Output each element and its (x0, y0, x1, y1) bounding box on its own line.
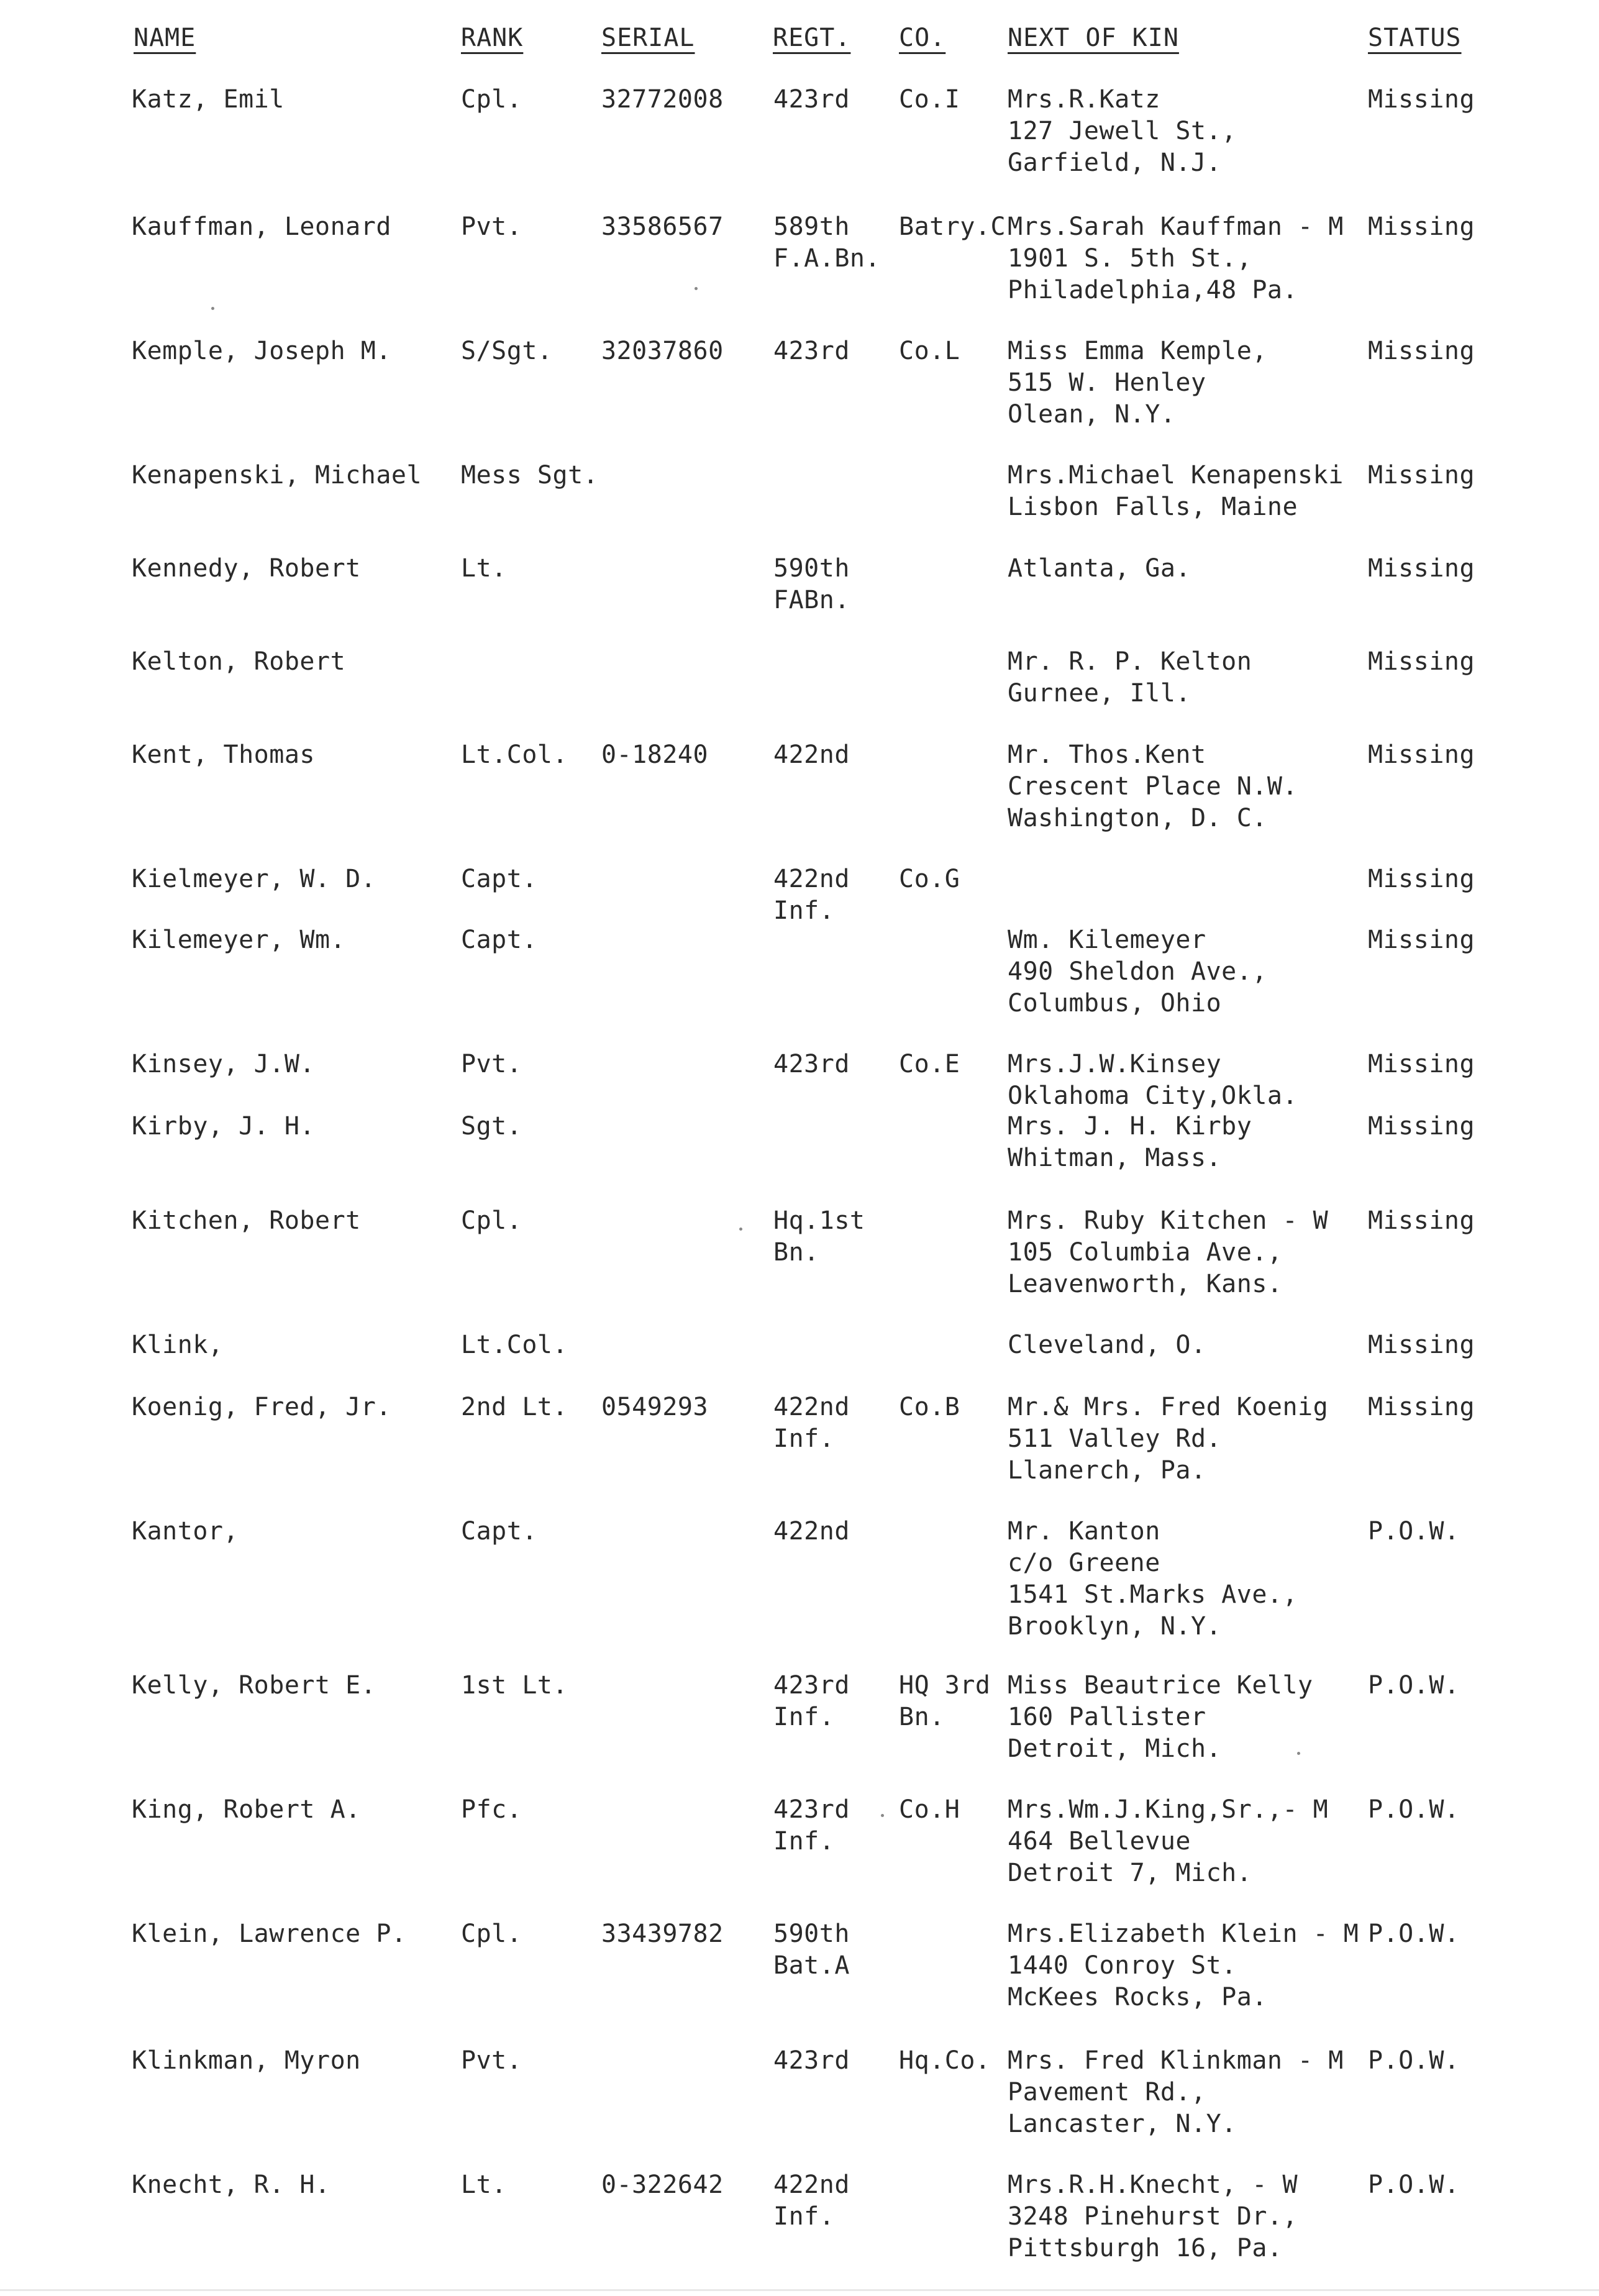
rank-cell (461, 1392, 568, 1423)
status-cell (1368, 1111, 1475, 1142)
regiment-cell (773, 553, 850, 616)
person-name-line: Kitchen, Robert (132, 1206, 361, 1235)
next-of-kin-cell (1008, 739, 1298, 834)
next-of-kin-cell-line: Wm. Kilemeyer (1008, 926, 1206, 954)
regiment-cell (773, 1516, 850, 1547)
next-of-kin-cell-line: Lancaster, N.Y. (1008, 2110, 1237, 2138)
company-cell (899, 1670, 991, 1731)
status-cell-line: P.O.W. (1368, 1517, 1460, 1546)
status-cell (1368, 335, 1475, 367)
status-cell (1368, 739, 1475, 771)
regiment-cell (773, 1205, 865, 1269)
person-name (132, 646, 345, 678)
serial-number (601, 335, 724, 367)
serial-number-line: 33439782 (601, 1920, 724, 1948)
rank-cell-line: Lt.Col. (461, 740, 568, 769)
page-bottom-edge (0, 2289, 1599, 2291)
company-cell-line: Co.E (899, 1050, 960, 1078)
rank-cell (461, 1516, 537, 1547)
next-of-kin-cell (1008, 1918, 1359, 2013)
person-name-line: Kenapenski, Michael (132, 461, 422, 490)
paper-speck (211, 307, 214, 310)
person-name (132, 553, 361, 585)
person-name-line: Kielmeyer, W. D. (132, 865, 376, 893)
serial-number (601, 1392, 708, 1423)
next-of-kin-cell (1008, 1392, 1328, 1487)
rank-cell-line: Cpl. (461, 1920, 522, 1948)
next-of-kin-cell-line: Brooklyn, N.Y. (1008, 1612, 1222, 1641)
status-cell-line: Missing (1368, 1112, 1475, 1141)
person-name (132, 1794, 361, 1826)
company-cell-line: Co.I (899, 85, 960, 114)
person-name (132, 1111, 315, 1142)
next-of-kin-cell-line: 464 Bellevue (1008, 1827, 1191, 1856)
next-of-kin-cell-line: Philadelphia,48 Pa. (1008, 276, 1298, 304)
status-cell-line: Missing (1368, 554, 1475, 583)
status-cell-line: Missing (1368, 926, 1475, 954)
status-cell (1368, 1794, 1460, 1826)
status-cell (1368, 211, 1475, 243)
next-of-kin-cell-line: Mr. R. P. Kelton (1008, 647, 1252, 676)
rank-cell-line: Pvt. (461, 212, 522, 241)
person-name-line: Klinkman, Myron (132, 2046, 361, 2075)
next-of-kin-cell-line: Garfield, N.J. (1008, 148, 1222, 177)
status-cell (1368, 2045, 1460, 2077)
next-of-kin-cell-line: Mrs.Michael Kenapenski (1008, 461, 1344, 490)
next-of-kin-cell-line: Columbus, Ohio (1008, 989, 1222, 1018)
next-of-kin-cell-line: Miss Beautrice Kelly (1008, 1671, 1313, 1700)
status-cell-line: Missing (1368, 461, 1475, 490)
regiment-cell-line: FABn. (773, 586, 850, 614)
rank-cell (461, 1111, 522, 1142)
rank-cell-line: Lt. (461, 2171, 507, 2199)
rank-cell-line: Lt.Col. (461, 1331, 568, 1359)
serial-number (601, 2169, 724, 2201)
status-cell-line: P.O.W. (1368, 2171, 1460, 2199)
status-cell (1368, 1516, 1460, 1547)
person-name-line: Katz, Emil (132, 85, 285, 114)
person-name-line: Kilemeyer, Wm. (132, 926, 346, 954)
next-of-kin-cell-line: Mrs.R.Katz (1008, 85, 1160, 114)
serial-number-line: 33586567 (601, 212, 724, 241)
status-cell (1368, 1392, 1475, 1423)
company-cell-line: HQ 3rd Bn. (899, 1671, 991, 1731)
regiment-cell-line: Inf. (773, 2202, 835, 2231)
person-name (132, 1918, 406, 1950)
status-cell-line: Missing (1368, 1050, 1475, 1078)
regiment-cell-line: Inf. (773, 1827, 835, 1856)
regiment-cell-line: 423rd (773, 85, 850, 114)
person-name-line: King, Robert A. (132, 1795, 361, 1824)
person-name (132, 863, 376, 895)
rank-cell (461, 1794, 522, 1826)
header-serial: SERIAL (601, 24, 695, 52)
company-cell (899, 2045, 991, 2077)
rank-cell (461, 553, 507, 585)
rank-cell-line: 2nd Lt. (461, 1393, 568, 1421)
regiment-cell (773, 1049, 850, 1080)
regiment-cell-line: 422nd (773, 1517, 850, 1546)
next-of-kin-cell-line: 1901 S. 5th St., (1008, 244, 1252, 273)
status-cell (1368, 1670, 1460, 1702)
header-kin: NEXT OF KIN (1008, 24, 1179, 52)
paper-speck (881, 1814, 884, 1817)
company-cell (899, 1392, 960, 1423)
status-cell (1368, 863, 1475, 895)
next-of-kin-cell-line: Leavenworth, Kans. (1008, 1270, 1283, 1298)
company-cell (899, 863, 960, 895)
person-name-line: Kennedy, Robert (132, 554, 361, 583)
rank-cell-line: Pvt. (461, 1050, 522, 1078)
status-cell-line: Missing (1368, 212, 1475, 241)
paper-speck (1297, 1752, 1300, 1755)
next-of-kin-cell (1008, 1516, 1298, 1642)
next-of-kin-cell (1008, 924, 1267, 1019)
rank-cell-line: Capt. (461, 865, 537, 893)
status-cell-line: Missing (1368, 1331, 1475, 1359)
person-name-line: Kirby, J. H. (132, 1112, 315, 1141)
next-of-kin-cell (1008, 1049, 1298, 1112)
paper-speck (739, 1228, 742, 1231)
person-name (132, 1049, 315, 1080)
regiment-cell-line: 590th (773, 1920, 850, 1948)
status-cell (1368, 1205, 1475, 1237)
next-of-kin-cell-line: Oklahoma City,Okla. (1008, 1082, 1298, 1110)
status-cell (1368, 460, 1475, 491)
regiment-cell (773, 2169, 850, 2233)
next-of-kin-cell-line: 160 Pallister (1008, 1703, 1206, 1731)
regiment-cell (773, 863, 850, 927)
regiment-cell-line: 422nd (773, 865, 850, 893)
status-cell (1368, 646, 1475, 678)
next-of-kin-cell (1008, 460, 1344, 523)
regiment-cell-line: Hq.1st (773, 1206, 865, 1235)
next-of-kin-cell-line: Olean, N.Y. (1008, 400, 1176, 429)
next-of-kin-cell-line: Mrs.Sarah Kauffman - M (1008, 212, 1344, 241)
status-cell (1368, 1918, 1460, 1950)
person-name (132, 460, 422, 491)
rank-cell (461, 1329, 568, 1361)
next-of-kin-cell (1008, 1111, 1252, 1174)
status-cell-line: P.O.W. (1368, 1795, 1460, 1824)
regiment-cell-line: Bn. (773, 1238, 819, 1267)
next-of-kin-cell (1008, 211, 1344, 306)
next-of-kin-cell-line: 1440 Conroy St. (1008, 1951, 1237, 1980)
header-rank: RANK (461, 24, 524, 52)
serial-number-line: 0-18240 (601, 740, 709, 769)
rank-cell-line: Pvt. (461, 2046, 522, 2075)
rank-cell (461, 1918, 522, 1950)
next-of-kin-cell (1008, 1794, 1328, 1889)
status-cell-line: P.O.W. (1368, 2046, 1460, 2075)
status-cell-line: Missing (1368, 85, 1475, 114)
status-cell (1368, 84, 1475, 116)
company-cell-line: Co.B (899, 1393, 960, 1421)
header-regt: REGT. (773, 24, 851, 52)
rank-cell (461, 739, 568, 771)
person-name-line: Kelly, Robert E. (132, 1671, 376, 1700)
next-of-kin-cell-line: Lisbon Falls, Maine (1008, 493, 1298, 521)
regiment-cell (773, 739, 850, 771)
regiment-cell-line: Bat.A (773, 1951, 850, 1980)
next-of-kin-cell (1008, 1329, 1206, 1361)
person-name-line: Koenig, Fred, Jr. (132, 1393, 391, 1421)
serial-number-line: 32772008 (601, 85, 724, 114)
next-of-kin-cell-line: Pavement Rd., (1008, 2078, 1206, 2107)
rank-cell (461, 84, 522, 116)
paper-speck (695, 287, 698, 290)
person-name (132, 335, 391, 367)
status-cell (1368, 553, 1475, 585)
serial-number (601, 1918, 724, 1950)
company-cell (899, 335, 960, 367)
next-of-kin-cell-line: Detroit 7, Mich. (1008, 1859, 1252, 1887)
person-name (132, 1516, 239, 1547)
next-of-kin-cell-line: Atlanta, Ga. (1008, 554, 1191, 583)
regiment-cell (773, 335, 850, 367)
next-of-kin-cell-line: Miss Emma Kemple, (1008, 337, 1267, 365)
person-name (132, 2169, 330, 2201)
rank-cell (461, 211, 522, 243)
status-cell (1368, 1329, 1475, 1361)
next-of-kin-cell-line: Mrs.Elizabeth Klein - M (1008, 1920, 1359, 1948)
company-cell-line: Co.H (899, 1795, 960, 1824)
next-of-kin-cell-line: Detroit, Mich. (1008, 1734, 1222, 1763)
status-cell-line: Missing (1368, 1393, 1475, 1421)
status-cell (1368, 924, 1475, 956)
regiment-cell-line: 590th (773, 554, 850, 583)
company-cell (899, 84, 960, 116)
rank-cell-line: Lt. (461, 554, 507, 583)
person-name-line: Kelton, Robert (132, 647, 346, 676)
next-of-kin-cell-line: 515 W. Henley (1008, 368, 1206, 397)
status-cell-line: Missing (1368, 1206, 1475, 1235)
rank-cell (461, 1205, 522, 1237)
person-name (132, 84, 285, 116)
person-name-line: Knecht, R. H. (132, 2171, 330, 2199)
regiment-cell (773, 1670, 850, 1733)
rank-cell-line: 1st Lt. (461, 1671, 568, 1700)
regiment-cell (773, 84, 850, 116)
next-of-kin-cell-line: Whitman, Mass. (1008, 1144, 1222, 1172)
serial-number-line: 0549293 (601, 1393, 709, 1421)
serial-number (601, 211, 724, 243)
next-of-kin-cell (1008, 1205, 1328, 1300)
company-cell-line: Batry.C (899, 212, 1006, 241)
regiment-cell-line: 422nd (773, 740, 850, 769)
regiment-cell-line: 423rd (773, 1795, 850, 1824)
person-name (132, 1392, 391, 1423)
next-of-kin-cell-line: 127 Jewell St., (1008, 117, 1237, 145)
next-of-kin-cell-line: Mrs.R.H.Knecht, - W (1008, 2171, 1298, 2199)
next-of-kin-cell-line: Crescent Place N.W. (1008, 772, 1298, 801)
person-name-line: Kinsey, J.W. (132, 1050, 315, 1078)
status-cell (1368, 1049, 1475, 1080)
next-of-kin-cell-line: 511 Valley Rd. (1008, 1424, 1222, 1453)
person-name (132, 211, 391, 243)
next-of-kin-cell (1008, 553, 1191, 585)
regiment-cell (773, 211, 880, 275)
header-co: CO. (899, 24, 946, 52)
person-name (132, 1205, 361, 1237)
next-of-kin-cell-line: 1541 St.Marks Ave., (1008, 1580, 1298, 1609)
regiment-cell-line: 422nd (773, 1393, 850, 1421)
next-of-kin-cell-line: Mrs. Ruby Kitchen - W (1008, 1206, 1329, 1235)
rank-cell (461, 1049, 522, 1080)
header-name: NAME (134, 24, 196, 52)
person-name (132, 924, 345, 956)
next-of-kin-cell (1008, 2169, 1298, 2264)
rank-cell-line: Sgt. (461, 1112, 522, 1141)
serial-number-line: 0-322642 (601, 2171, 724, 2199)
next-of-kin-cell (1008, 84, 1237, 179)
company-cell-line: Co.L (899, 337, 960, 365)
next-of-kin-cell-line: Pittsburgh 16, Pa. (1008, 2234, 1283, 2262)
status-cell-line: Missing (1368, 865, 1475, 893)
regiment-cell-line: Inf. (773, 1424, 835, 1453)
rank-cell-line: Pfc. (461, 1795, 522, 1824)
regiment-cell-line: Inf. (773, 896, 835, 925)
rank-cell-line: S/Sgt. (461, 337, 553, 365)
company-cell (899, 1794, 960, 1826)
person-name-line: Kauffman, Leonard (132, 212, 391, 241)
regiment-cell-line: 423rd (773, 2046, 850, 2075)
regiment-cell (773, 1918, 850, 1982)
next-of-kin-cell-line: 3248 Pinehurst Dr., (1008, 2202, 1298, 2231)
next-of-kin-cell-line: Washington, D. C. (1008, 804, 1267, 832)
serial-number (601, 84, 724, 116)
person-name-line: Klink, (132, 1331, 224, 1359)
status-cell-line: Missing (1368, 647, 1475, 676)
company-cell-line: Hq.Co. (899, 2046, 991, 2075)
person-name (132, 2045, 361, 2077)
status-cell-line: P.O.W. (1368, 1920, 1460, 1948)
next-of-kin-cell-line: Cleveland, O. (1008, 1331, 1206, 1359)
rank-cell-line: Capt. (461, 926, 537, 954)
status-cell-line: P.O.W. (1368, 1671, 1460, 1700)
person-name (132, 1329, 224, 1361)
next-of-kin-cell-line: Mr.& Mrs. Fred Koenig (1008, 1393, 1329, 1421)
status-cell-line: Missing (1368, 740, 1475, 769)
next-of-kin-cell-line: Mrs. J. H. Kirby (1008, 1112, 1252, 1141)
next-of-kin-cell-line: c/o Greene (1008, 1549, 1160, 1577)
rank-cell (461, 1670, 568, 1702)
regiment-cell-line: 422nd (773, 2171, 850, 2199)
person-name-line: Kent, Thomas (132, 740, 315, 769)
next-of-kin-cell-line: Llanerch, Pa. (1008, 1456, 1206, 1485)
rank-cell-line: Cpl. (461, 85, 522, 114)
regiment-cell-line: 423rd (773, 1050, 850, 1078)
regiment-cell-line: 589th (773, 212, 850, 241)
company-cell (899, 1049, 960, 1080)
serial-number (601, 739, 708, 771)
next-of-kin-cell-line: 105 Columbia Ave., (1008, 1238, 1283, 1267)
serial-number-line: 32037860 (601, 337, 724, 365)
regiment-cell-line: Inf. (773, 1703, 835, 1731)
regiment-cell (773, 1392, 850, 1455)
status-cell (1368, 2169, 1460, 2201)
rank-cell-line: Cpl. (461, 1206, 522, 1235)
person-name (132, 1670, 376, 1702)
company-cell (899, 211, 1006, 243)
rank-cell (461, 924, 537, 956)
rank-cell (461, 460, 598, 491)
next-of-kin-cell-line: Mr. Kanton (1008, 1517, 1160, 1546)
next-of-kin-cell-line: 490 Sheldon Ave., (1008, 957, 1267, 986)
rank-cell (461, 335, 553, 367)
regiment-cell (773, 2045, 850, 2077)
next-of-kin-cell-line: McKees Rocks, Pa. (1008, 1983, 1267, 2011)
regiment-cell-line: 423rd (773, 1671, 850, 1700)
rank-cell-line: Capt. (461, 1517, 537, 1546)
next-of-kin-cell-line: Mr. Thos.Kent (1008, 740, 1206, 769)
company-cell-line: Co.G (899, 865, 960, 893)
person-name-line: Kemple, Joseph M. (132, 337, 391, 365)
rank-cell-line: Mess Sgt. (461, 461, 599, 490)
regiment-cell-line: 423rd (773, 337, 850, 365)
person-name-line: Klein, Lawrence P. (132, 1920, 407, 1948)
regiment-cell (773, 1794, 850, 1857)
next-of-kin-cell (1008, 1670, 1313, 1765)
regiment-cell-line: F.A.Bn. (773, 244, 881, 273)
next-of-kin-cell-line: Mrs. Fred Klinkman - M (1008, 2046, 1344, 2075)
rank-cell (461, 2045, 522, 2077)
person-name-line: Kantor, (132, 1517, 239, 1546)
next-of-kin-cell-line: Mrs.Wm.J.King,Sr.,- M (1008, 1795, 1329, 1824)
next-of-kin-cell (1008, 335, 1267, 430)
rank-cell (461, 863, 537, 895)
next-of-kin-cell-line: Mrs.J.W.Kinsey (1008, 1050, 1222, 1078)
next-of-kin-cell (1008, 646, 1252, 709)
next-of-kin-cell (1008, 2045, 1344, 2140)
status-cell-line: Missing (1368, 337, 1475, 365)
person-name (132, 739, 315, 771)
rank-cell (461, 2169, 507, 2201)
header-status: STATUS (1368, 24, 1462, 52)
next-of-kin-cell-line: Gurnee, Ill. (1008, 679, 1191, 708)
